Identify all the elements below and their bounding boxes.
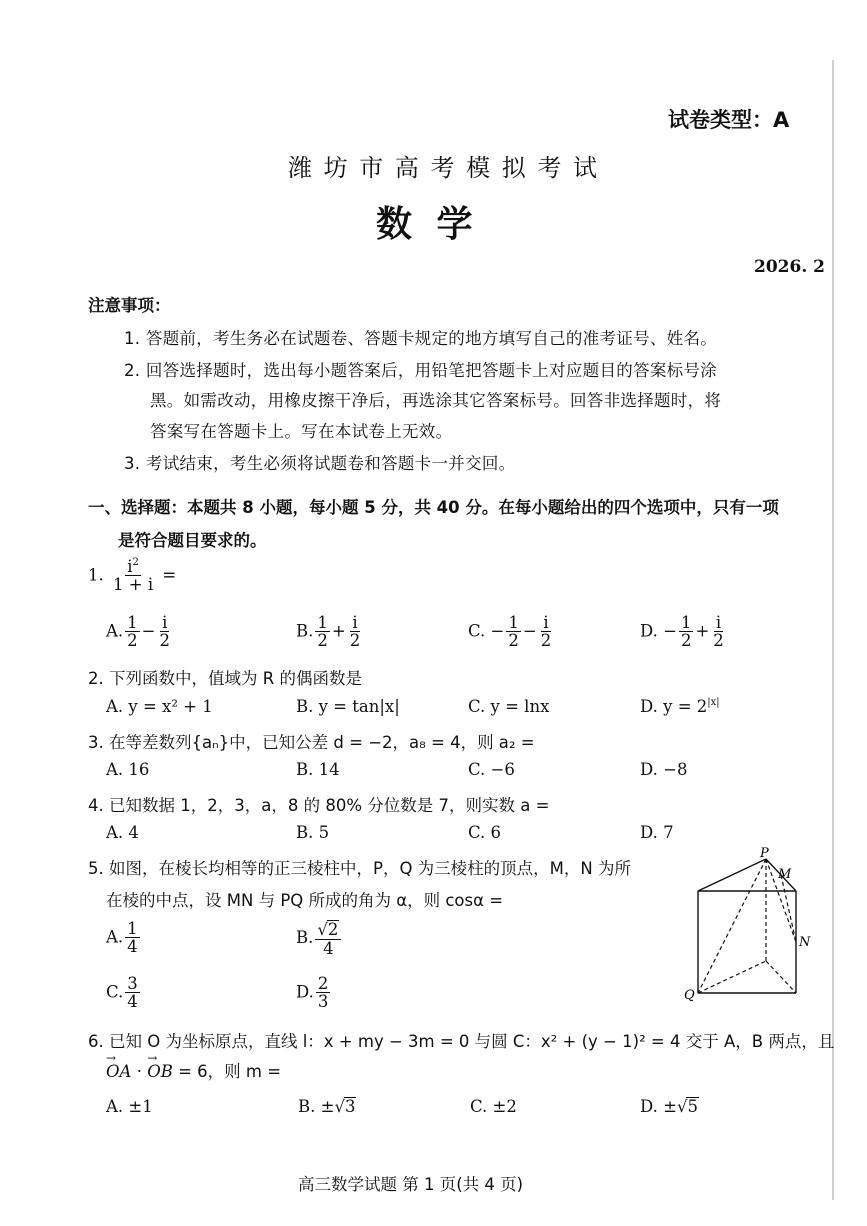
question-2-option-c: C. y = lnx	[468, 697, 550, 716]
notice-item-1: 1. 答题前，考生务必在试题卷、答题卡规定的地方填写自己的准考证号、姓名。	[124, 329, 718, 348]
question-4-option-a: A. 4	[106, 823, 139, 842]
question-6-stem-cont: → OA · → OB = 6，则 m =	[106, 1051, 282, 1081]
question-6-option-d: D. ±√5	[640, 1097, 698, 1116]
question-2-option-d: D. $y = 2^{|x|}$	[640, 697, 720, 716]
figure-label-m: M	[778, 867, 792, 882]
question-3-option-a: A. 16	[106, 760, 150, 779]
question-5-option-a: A. $\frac{1}{4}$	[106, 919, 138, 957]
notice-item-2-cont: 黑。如需改动，用橡皮擦干净后，再选涂其它答案标号。回答非选择题时，将	[150, 391, 722, 410]
figure-label-n: N	[799, 935, 811, 950]
section1-header-cont: 是符合题目要求的。	[118, 531, 267, 550]
notice-item-2: 2. 回答选择题时，选出每小题答案后，用铅笔把答题卡上对应题目的答案标号涂	[124, 361, 718, 380]
question-2-stem: 2. 下列函数中，值域为 R 的偶函数是	[88, 669, 362, 688]
figure-label-p: P	[760, 846, 769, 861]
question-2-option-b: B. y = tan|x|	[296, 697, 400, 716]
question-6-stem: 6. 已知 O 为坐标原点，直线 l：x + my − 3m = 0 与圆 C：x² + (y − 1)² = 4 交于 A，B 两点，且	[88, 1032, 835, 1051]
question-5-stem: 5. 如图，在棱长均相等的正三棱柱中，P，Q 为三棱柱的顶点，M，N 为所	[88, 859, 631, 878]
question-1-option-d: D. − $\frac{1}{2}$ + $\frac{i}{2}$	[640, 613, 724, 651]
question-6-option-c: C. ±2	[470, 1097, 517, 1116]
question-3-stem: 3. 在等差数列{aₙ}中，已知公差 d = −2，a₈ = 4，则 a₂ =	[88, 733, 535, 752]
subject-title: 数 学	[376, 204, 479, 245]
question-3-option-c: C. −6	[468, 760, 515, 779]
vector-ob: → OB	[147, 1051, 173, 1081]
question-4-stem: 4. 已知数据 1，2，3，a，8 的 80% 分位数是 7，则实数 a =	[88, 796, 550, 815]
question-6-option-a: A. ±1	[106, 1097, 153, 1116]
question-6-option-b: B. ±√3	[298, 1097, 356, 1116]
notice-title: 注意事项：	[88, 296, 171, 315]
q1-fraction: $\frac{i^2}{1 + i}$	[113, 557, 154, 595]
question-5-option-b: B. $\frac{√2}{4}$	[296, 920, 343, 957]
question-3-option-b: B. 14	[296, 760, 340, 779]
notice-item-3: 3. 考试结束，考生必须将试题卷和答题卡一并交回。	[124, 454, 516, 473]
question-5-option-c: C. $\frac{3}{4}$	[106, 974, 138, 1012]
question-4-option-b: B. 5	[296, 823, 330, 842]
question-2-option-a: A. y = x² + 1	[106, 697, 213, 716]
question-4-option-c: C. 6	[468, 823, 502, 842]
question-4-option-d: D. 7	[640, 823, 674, 842]
paper-type: 试卷类型：A	[668, 108, 790, 132]
figure-label-q: Q	[684, 988, 695, 1003]
vector-oa: → OA	[106, 1051, 132, 1081]
exam-date: 2026. 2	[754, 257, 825, 277]
page-footer: 高三数学试题 第 1 页(共 4 页)	[298, 1175, 524, 1194]
prism-figure	[680, 845, 815, 1005]
question-5-option-d: D. $\frac{2}{3}$	[296, 974, 329, 1012]
question-1-option-c: C. − $\frac{1}{2}$ − $\frac{i}{2}$	[468, 613, 552, 651]
section1-header: 一、选择题：本题共 8 小题，每小题 5 分，共 40 分。在每小题给出的四个选项中，只有一项	[88, 498, 779, 517]
notice-item-2-cont2: 答案写在答题卡上。写在本试卷上无效。	[150, 422, 453, 441]
exam-name: 潍 坊 市 高 考 模 拟 考 试	[288, 154, 600, 182]
question-1-option-b: B. $\frac{1}{2}$ + $\frac{i}{2}$	[296, 613, 361, 651]
question-1-option-a: A. $\frac{1}{2}$ − $\frac{i}{2}$	[106, 613, 170, 651]
question-1-stem: 1. $\frac{i^2}{1 + i}$ =	[88, 557, 177, 595]
question-5-stem-cont: 在棱的中点，设 MN 与 PQ 所成的角为 α，则 cosα =	[106, 891, 504, 910]
question-3-option-d: D. −8	[640, 760, 688, 779]
